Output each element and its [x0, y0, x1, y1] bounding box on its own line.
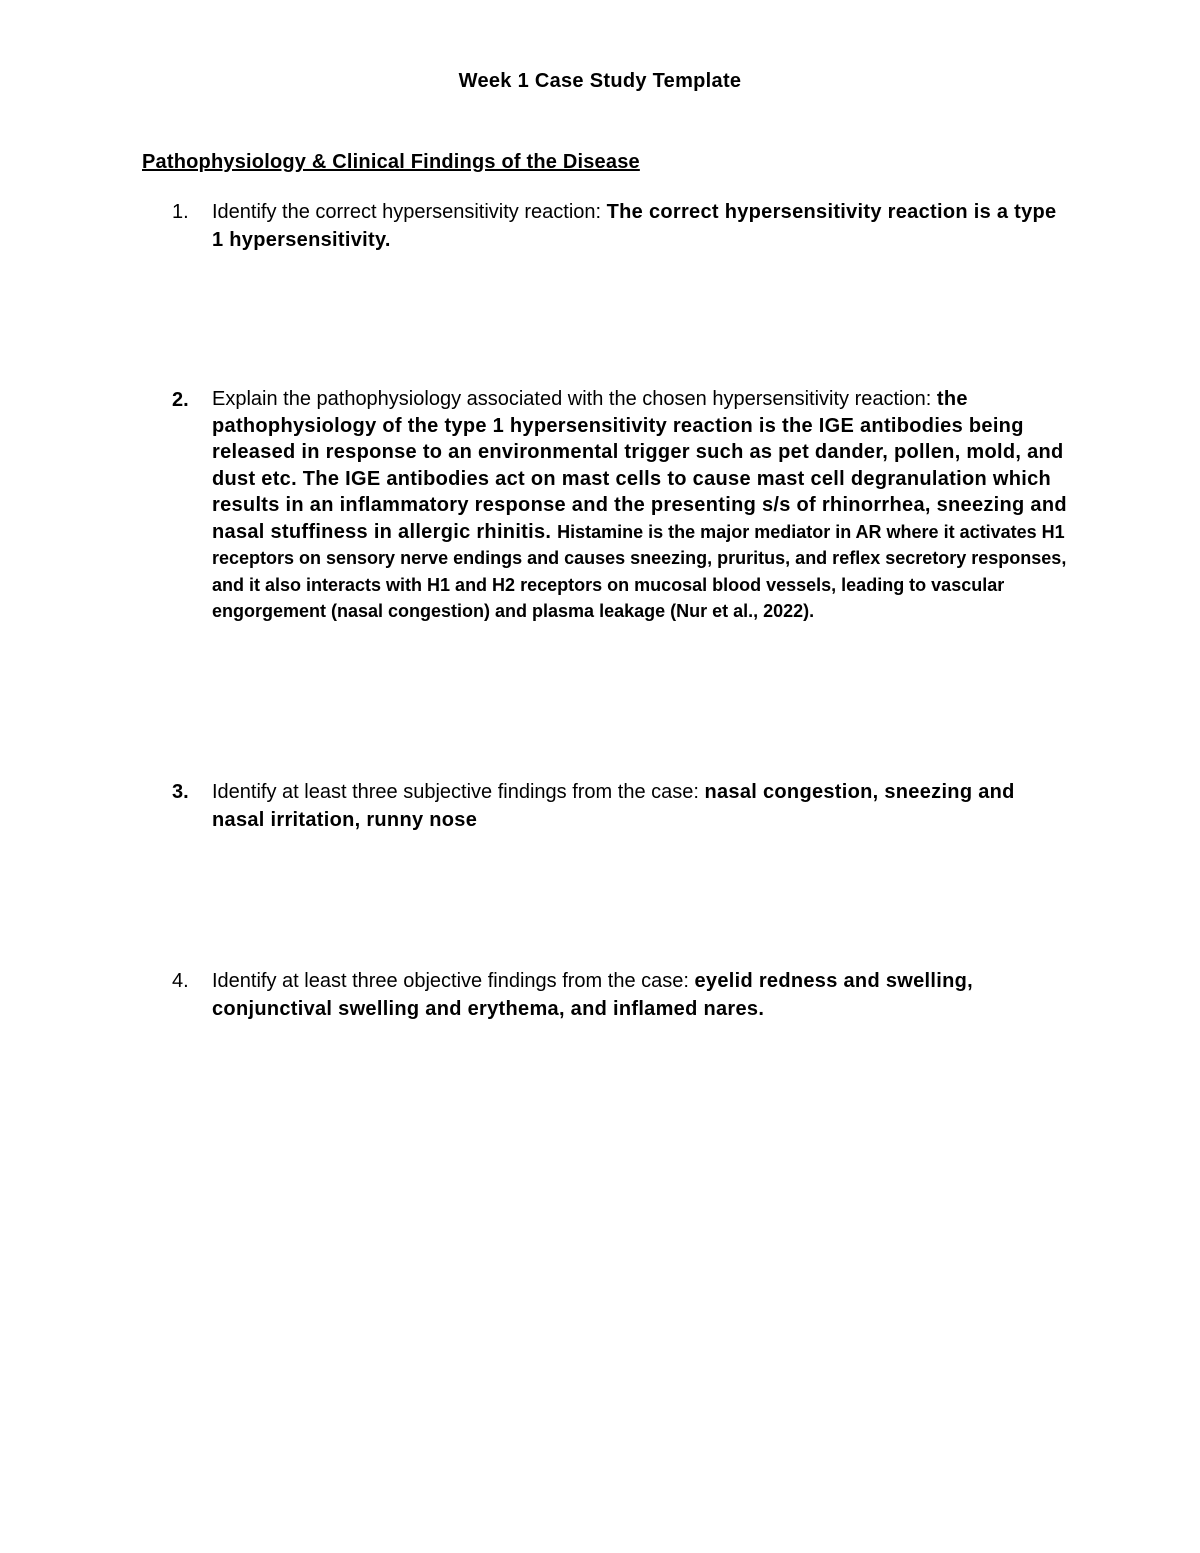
question-number: 2.	[172, 389, 189, 411]
question-4	[172, 967, 1072, 1023]
question-body	[212, 198, 1072, 254]
page-title: Week 1 Case Study Template	[458, 70, 742, 92]
section-heading: Pathophysiology & Clinical Findings of the Disease	[142, 151, 640, 173]
question-number: 3.	[172, 781, 189, 803]
question-answer: eyelid redness and swelling, conjunctival swelling and erythema, and inflamed nares.	[212, 970, 973, 1020]
question-3	[172, 778, 1072, 834]
question-answer: nasal congestion, sneezing and nasal irritation, runny nose	[212, 781, 1015, 831]
question-prompt: Identify at least three subjective findings from the case:	[212, 781, 705, 803]
question-body	[212, 967, 1072, 1023]
question-answer: The correct hypersensitivity reaction is a type 1 hypersensitivity.	[212, 201, 1057, 251]
question-answer-continued: Histamine is the major mediator in AR where it activates H1 receptors on sensory nerve endings and causes sneezing, pruritus, and reflex secretory responses, and it also interacts with H1 and H2 receptors on mucosal blood vessels, leading to vascular engorgement (nasal congestion) and plasma leakage (Nur et al., 2022).	[212, 521, 1067, 621]
question-prompt: Identify at least three objective findings from the case:	[212, 970, 695, 992]
question-number: 1.	[172, 201, 189, 223]
question-prompt: Explain the pathophysiology associated with the chosen hypersensitivity reaction:	[212, 388, 937, 410]
question-prompt: Identify the correct hypersensitivity reaction:	[212, 201, 607, 223]
question-body	[212, 778, 1072, 834]
question-body	[212, 386, 1072, 625]
question-number: 4.	[172, 970, 189, 992]
question-1	[172, 198, 1072, 254]
question-2	[172, 386, 1072, 625]
question-answer: the pathophysiology of the type 1 hypersensitivity reaction is the IGE antibodies being released in response to an environmental trigger such as pet dander, pollen, mold, and dust etc. The IGE antibodies act on mast cells to cause mast cell degranulation which results in an inflammatory response and the presenting s/s of rhinorrhea, sneezing and nasal stuffiness in allergic rhinitis.	[212, 388, 1067, 543]
